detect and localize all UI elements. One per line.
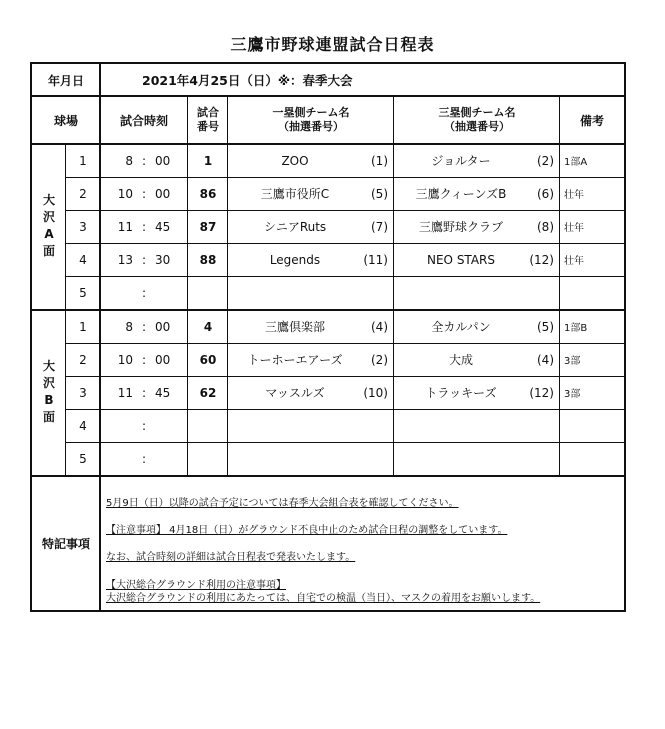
field-a-char: 沢 xyxy=(42,210,55,224)
time-hour: 8 xyxy=(125,153,133,168)
game-number: 87 xyxy=(199,219,217,234)
field-b-game-time xyxy=(100,442,188,475)
lottery-number: (4) xyxy=(371,319,388,334)
field-b-game-number xyxy=(188,409,228,442)
field-b-row-number xyxy=(66,376,100,409)
header-game-no-line1: 試合 xyxy=(197,106,219,119)
row-number: 2 xyxy=(79,186,87,201)
field-b-third-base-team xyxy=(394,343,560,376)
field-b-third-base-team xyxy=(394,442,560,475)
date-value: 2021年4月25日（日）※：春季大会 xyxy=(142,73,353,88)
time-separator: : xyxy=(141,418,147,433)
team-name: Legends xyxy=(269,252,321,267)
field-a-remarks xyxy=(560,144,624,177)
team-name: マッスルズ xyxy=(265,386,325,400)
game-number: 62 xyxy=(199,385,217,400)
field-b-third-base-team xyxy=(394,376,560,409)
field-b-third-base-team xyxy=(394,310,560,343)
time-separator: : xyxy=(141,153,147,168)
grid-line xyxy=(66,210,624,211)
field-b-game-number xyxy=(188,310,228,343)
time-hour: 8 xyxy=(125,319,133,334)
header-remarks: 備考 xyxy=(579,113,604,128)
note-line: 【注意事項】 4月18日（日）がグラウンド不良中止のため試合日程の調整をしています。 xyxy=(106,525,508,536)
header-third-base-line2: （抽選番号） xyxy=(444,120,510,133)
field-b-first-base-team xyxy=(228,442,394,475)
header-time: 試合時刻 xyxy=(119,113,168,128)
remarks-text: 壮年 xyxy=(564,256,584,267)
field-a-remarks xyxy=(560,243,624,276)
lottery-number: (4) xyxy=(537,352,554,367)
grid-line xyxy=(66,409,624,410)
team-name: 三鷹市役所C xyxy=(260,187,330,201)
field-b-char: 沢 xyxy=(42,376,55,390)
time-separator: : xyxy=(141,451,147,466)
field-a-game-time xyxy=(100,276,188,309)
notes-area xyxy=(100,476,624,610)
team-name: 大成 xyxy=(448,353,473,367)
grid-line xyxy=(66,343,624,344)
time-separator: : xyxy=(141,319,147,334)
game-number: 1 xyxy=(203,153,213,168)
note-line: 大沢総合グラウンドの利用にあたっては、自宅での検温（当日）、マスクの着用をお願いします。 xyxy=(106,593,541,604)
row-number: 5 xyxy=(79,451,87,466)
header-game-no xyxy=(188,96,228,144)
field-a-first-base-team xyxy=(228,177,394,210)
field-b-remarks xyxy=(560,376,624,409)
field-a-game-time xyxy=(100,210,188,243)
schedule-table xyxy=(30,62,626,612)
grid-line xyxy=(65,144,66,475)
field-a-char: 大 xyxy=(42,193,55,207)
grid-line xyxy=(393,96,394,475)
field-b-char: B xyxy=(44,393,54,407)
time-minute: 00 xyxy=(155,153,171,168)
note-line: なお、試合時刻の詳細は試合日程表で発表いたします。 xyxy=(106,552,356,563)
field-b-remarks xyxy=(560,343,624,376)
field-a-row-number xyxy=(66,177,100,210)
grid-line xyxy=(66,376,624,377)
team-name: 三鷹クィーンズB xyxy=(415,187,507,201)
field-a-label xyxy=(32,144,66,308)
lottery-number: (10) xyxy=(363,385,388,400)
field-a-first-base-team xyxy=(228,144,394,177)
lottery-number: (2) xyxy=(537,153,554,168)
field-b-third-base-team xyxy=(394,409,560,442)
field-b-game-number xyxy=(188,343,228,376)
field-b-game-time xyxy=(100,376,188,409)
row-number: 3 xyxy=(79,219,87,234)
remarks-text: 壮年 xyxy=(564,223,584,234)
lottery-number: (7) xyxy=(371,219,388,234)
grid-line xyxy=(66,177,624,178)
field-b-row-number xyxy=(66,409,100,442)
note-line: 【大沢総合グラウンド利用の注意事項】 xyxy=(106,580,286,591)
game-number: 60 xyxy=(199,352,217,367)
field-b-game-time xyxy=(100,310,188,343)
game-number: 4 xyxy=(203,319,213,334)
team-name: シニアRuts xyxy=(263,220,327,234)
field-b-remarks xyxy=(560,409,624,442)
field-b-game-number xyxy=(188,376,228,409)
team-name: トーホーエアーズ xyxy=(247,353,343,367)
grid-line xyxy=(99,64,101,475)
field-a-row-number xyxy=(66,144,100,177)
field-a-row-number xyxy=(66,210,100,243)
header-game-no-line2: 番号 xyxy=(197,120,219,133)
lottery-number: (5) xyxy=(537,319,554,334)
game-number: 88 xyxy=(199,252,217,267)
time-separator: : xyxy=(141,186,147,201)
field-a-row-number xyxy=(66,276,100,309)
field-b-first-base-team xyxy=(228,409,394,442)
team-name: トラッキーズ xyxy=(425,386,497,400)
field-a-game-time xyxy=(100,144,188,177)
header-field: 球場 xyxy=(53,113,78,128)
time-minute: 00 xyxy=(155,319,171,334)
field-a-game-number xyxy=(188,243,228,276)
time-separator: : xyxy=(141,252,147,267)
time-hour: 10 xyxy=(117,352,133,367)
field-b-first-base-team xyxy=(228,310,394,343)
grid-line xyxy=(187,96,188,475)
game-number: 86 xyxy=(199,186,217,201)
field-a-third-base-team xyxy=(394,276,560,309)
lottery-number: (2) xyxy=(371,352,388,367)
grid-line xyxy=(66,243,624,244)
field-b-remarks xyxy=(560,310,624,343)
remarks-text: 壮年 xyxy=(564,190,584,201)
row-number: 1 xyxy=(79,153,87,168)
grid-line xyxy=(99,476,101,610)
row-number: 5 xyxy=(79,285,87,300)
header-first-base-team xyxy=(228,96,394,144)
grid-line xyxy=(32,95,624,97)
note-line: 5月9日（日）以降の試合予定については春季大会組合表を確認してください。 xyxy=(106,498,459,509)
lottery-number: (12) xyxy=(529,252,554,267)
field-b-row-number xyxy=(66,343,100,376)
grid-line xyxy=(227,96,228,475)
grid-line xyxy=(559,96,560,475)
field-b-game-time xyxy=(100,343,188,376)
remarks-text: 1部B xyxy=(564,323,588,334)
notes-label: 特記事項 xyxy=(41,536,90,551)
field-a-game-number xyxy=(188,177,228,210)
field-a-remarks xyxy=(560,276,624,309)
lottery-number: (6) xyxy=(537,186,554,201)
field-a-third-base-team xyxy=(394,243,560,276)
field-a-row-number xyxy=(66,243,100,276)
field-a-first-base-team xyxy=(228,243,394,276)
lottery-number: (12) xyxy=(529,385,554,400)
field-a-first-base-team xyxy=(228,210,394,243)
field-a-game-time xyxy=(100,243,188,276)
row-number: 4 xyxy=(79,252,87,267)
field-a-third-base-team xyxy=(394,210,560,243)
time-minute: 45 xyxy=(155,219,171,234)
time-hour: 11 xyxy=(117,219,133,234)
header-first-base-line2: （抽選番号） xyxy=(278,120,344,133)
grid-line xyxy=(66,276,624,277)
row-number: 3 xyxy=(79,385,87,400)
lottery-number: (11) xyxy=(363,252,388,267)
time-separator: : xyxy=(141,219,147,234)
time-minute: 45 xyxy=(155,385,171,400)
field-a-game-time xyxy=(100,177,188,210)
remarks-text: 3部 xyxy=(564,389,581,400)
grid-line xyxy=(32,309,624,311)
remarks-text: 3部 xyxy=(564,356,581,367)
field-a-third-base-team xyxy=(394,177,560,210)
grid-line xyxy=(32,143,624,145)
time-separator: : xyxy=(141,285,147,300)
header-third-base-line1: 三塁側チーム名 xyxy=(438,106,516,119)
team-name: 三鷹倶楽部 xyxy=(264,320,325,334)
field-b-label xyxy=(32,310,66,474)
lottery-number: (8) xyxy=(537,219,554,234)
remarks-text: 1部A xyxy=(564,157,588,168)
grid-line xyxy=(66,442,624,443)
team-name: ZOO xyxy=(281,153,309,168)
field-a-game-number xyxy=(188,276,228,309)
row-number: 2 xyxy=(79,352,87,367)
team-name: 全カルパン xyxy=(431,320,491,334)
time-separator: : xyxy=(141,385,147,400)
date-label: 年月日 xyxy=(47,73,84,88)
time-minute: 00 xyxy=(155,352,171,367)
field-b-first-base-team xyxy=(228,343,394,376)
lottery-number: (1) xyxy=(371,153,388,168)
page-title: 三鷹市野球連盟試合日程表 xyxy=(230,35,435,54)
header-first-base-line1: 一塁側チーム名 xyxy=(272,106,350,119)
field-a-third-base-team xyxy=(394,144,560,177)
time-separator: : xyxy=(141,352,147,367)
field-a-remarks xyxy=(560,210,624,243)
field-a-game-number xyxy=(188,144,228,177)
field-b-game-number xyxy=(188,442,228,475)
time-minute: 00 xyxy=(155,186,171,201)
team-name: NEO STARS xyxy=(427,252,495,267)
field-a-char: A xyxy=(44,227,54,241)
field-a-game-number xyxy=(188,210,228,243)
field-a-remarks xyxy=(560,177,624,210)
field-b-row-number xyxy=(66,442,100,475)
team-name: 三鷹野球クラブ xyxy=(418,220,503,234)
field-b-game-time xyxy=(100,409,188,442)
time-minute: 30 xyxy=(155,252,171,267)
field-b-row-number xyxy=(66,310,100,343)
time-hour: 10 xyxy=(117,186,133,201)
row-number: 4 xyxy=(79,418,87,433)
time-hour: 13 xyxy=(117,252,133,267)
grid-line xyxy=(32,475,624,477)
field-b-remarks xyxy=(560,442,624,475)
field-b-first-base-team xyxy=(228,376,394,409)
header-third-base-team xyxy=(394,96,560,144)
field-b-char: 大 xyxy=(42,359,55,373)
field-a-char: 面 xyxy=(42,244,55,258)
lottery-number: (5) xyxy=(371,186,388,201)
row-number: 1 xyxy=(79,319,87,334)
time-hour: 11 xyxy=(117,385,133,400)
team-name: ジョルター xyxy=(431,154,491,168)
field-a-first-base-team xyxy=(228,276,394,309)
field-b-char: 面 xyxy=(42,410,55,424)
